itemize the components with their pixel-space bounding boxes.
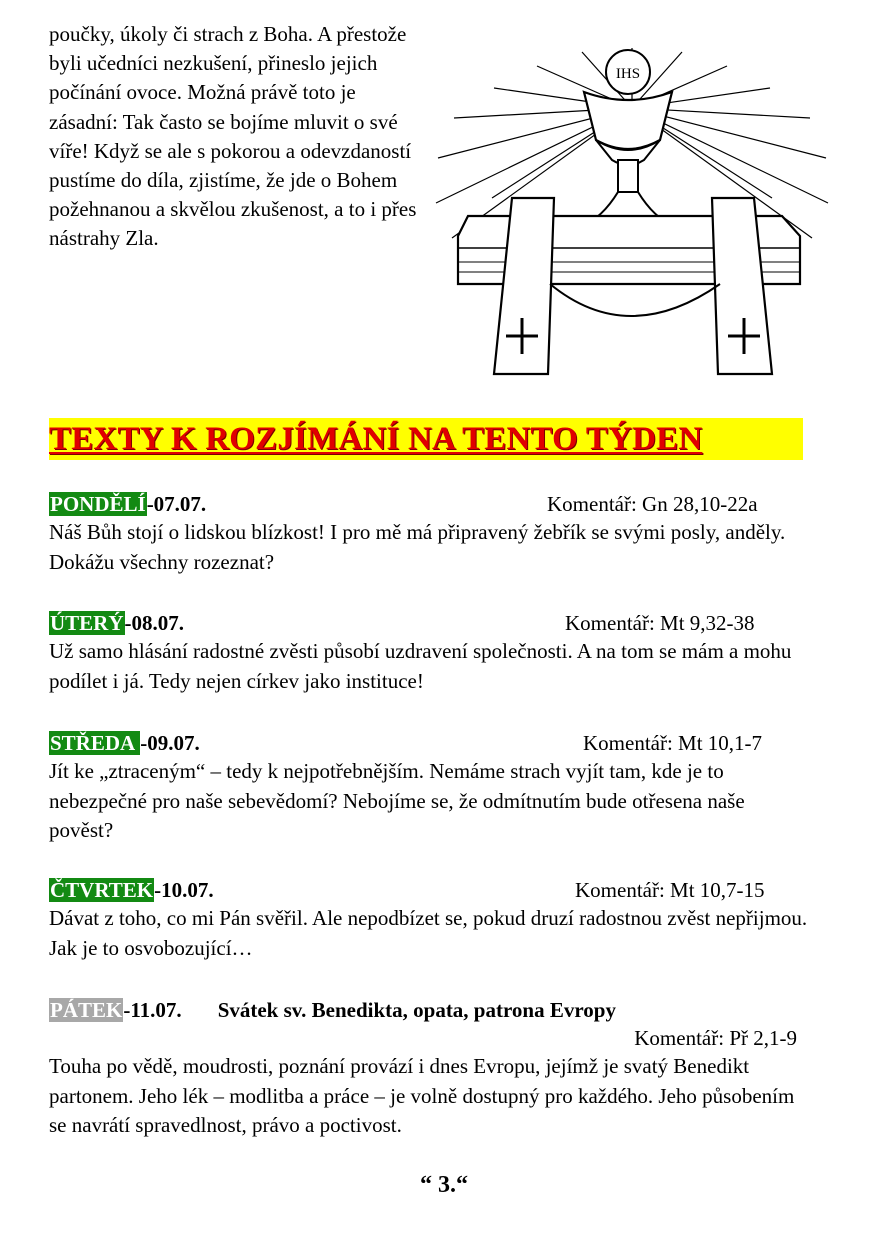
entry-header (49, 729, 809, 757)
entry-thursday (49, 876, 809, 963)
commentary-ref: Komentář: Mt 9,32-38 (565, 611, 755, 635)
day-label: PÁTEK (50, 998, 123, 1022)
date-label: -09.07. (140, 731, 200, 755)
entry-header (49, 490, 809, 518)
feast-title: Svátek sv. Benedikta, opata, patrona Evropy (217, 998, 616, 1022)
commentary-ref: Komentář: Mt 10,1-7 (583, 731, 763, 755)
entry-text: Náš Bůh stojí o lidskou blízkost! I pro mě má připravený žebřík se svými posly, anděly. Dokážu všechny rozeznat? (49, 520, 786, 574)
commentary-ref: Komentář: Př 2,1-9 (634, 1026, 797, 1050)
day-label: PONDĚLÍ (50, 492, 146, 516)
date-label: -08.07. (124, 611, 185, 635)
date-label: -11.07. (123, 998, 182, 1022)
date-label: -10.07. (154, 878, 214, 902)
date-label: -07.07. (146, 492, 207, 516)
entry-text: Touha po vědě, moudrosti, poznání provází i dnes Evropu, jejímž je svatý Benedikt partonem. Jeho lék – modlitba a práce – je volně dostupný pro každého. Jeho působením se navrátí spravedlnost, právo a poctivost. (49, 1054, 795, 1137)
entry-header (49, 609, 809, 637)
commentary-ref: Komentář: Mt 10,7-15 (575, 878, 765, 902)
entry-wednesday (49, 729, 809, 846)
entry-text: Jít ke „ztraceným“ – tedy k nejpotřebnějším. Nemáme strach vyjít tam, kde je to nebezpečné pro naše sebevědomí? Nebojíme se, že odmítnutím bude otřesena naše pověst? (49, 759, 745, 842)
page-number: “ 3.“ (420, 1172, 468, 1198)
entry-text: Už samo hlásání radostné zvěsti působí uzdravení společnosti. A na tom se mám a mohu podílet i já. Tedy nejen církev jako instituce! (49, 639, 792, 693)
entry-text: Dávat z toho, co mi Pán svěřil. Ale nepodbízet se, pokud druzí radostnou zvěst nepřijmou. Jak je to osvobozující… (49, 906, 808, 960)
day-label: STŘEDA (50, 731, 140, 755)
day-label: ČTVRTEK (50, 878, 154, 902)
entry-friday (49, 996, 809, 1141)
entry-header (49, 876, 809, 904)
week-heading (49, 418, 803, 460)
week-heading-text: TEXTY K ROZJÍMÁNÍ NA TENTO TÝDEN (49, 421, 703, 457)
intro-paragraph: poučky, úkoly či strach z Boha. A přestože byli učedníci nezkušení, přineslo jejich počínání ovoce. Možná právě toto je zásadní: Tak často se bojíme mluvit o své víře! Když se ale s pokorou a odevzdaností pustíme do díla, zjistíme, že jde o Bohem požehnanou a skvělou zkušenost, a to i přes nástrahy Zla. (49, 22, 417, 251)
host-monogram: IHS (615, 66, 641, 82)
commentary-ref: Komentář: Gn 28,10-22a (547, 492, 758, 516)
entry-tuesday (49, 609, 809, 696)
chalice-illustration (432, 48, 836, 378)
day-label: ÚTERÝ (50, 611, 124, 635)
entry-header (49, 996, 809, 1024)
entry-monday (49, 490, 809, 577)
